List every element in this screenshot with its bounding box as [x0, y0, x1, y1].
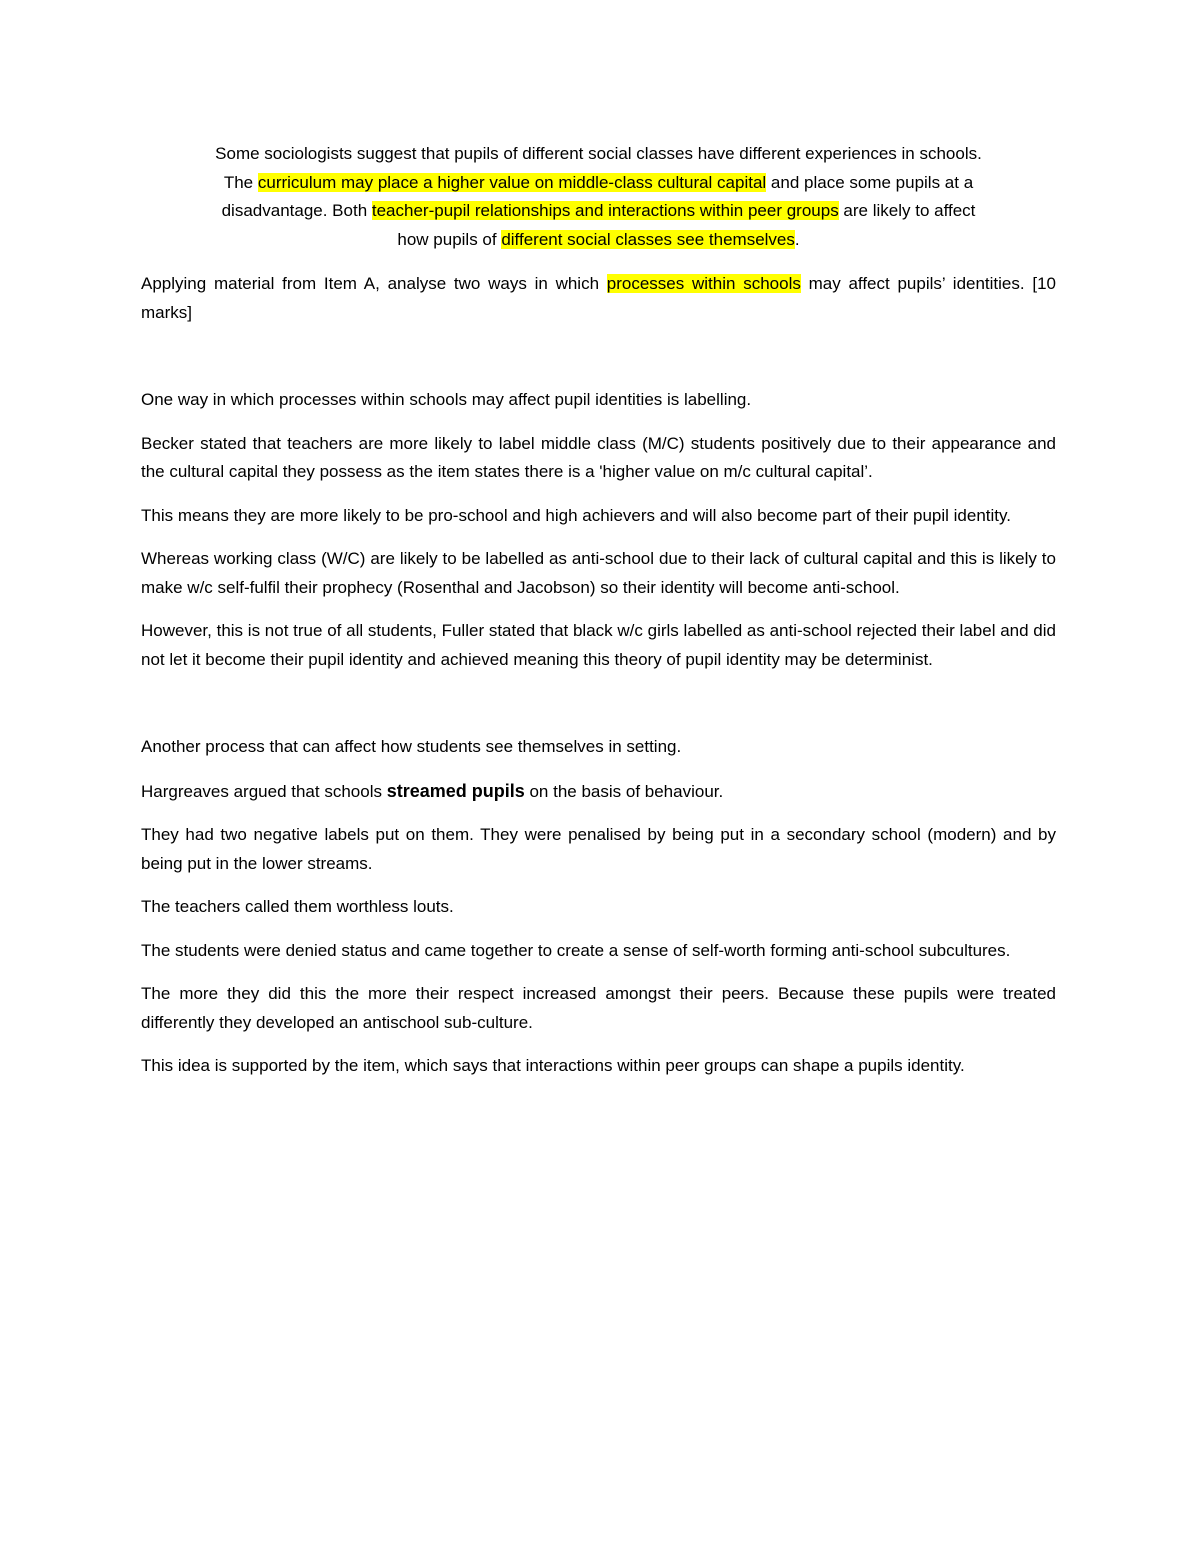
paragraph: Another process that can affect how students see themselves in setting.: [141, 737, 682, 756]
highlight-social-classes: different social classes see themselves: [501, 229, 795, 249]
highlight-relationships: teacher-pupil relationships and interactions within peer groups: [371, 201, 839, 220]
paragraph: Whereas working class (W/C) are likely to be labelled as anti-school due to their lack of cultural capital and this is likely to make w/c self-fulfil their prophecy (Rosenthal and Jacobson) so their identity will become anti-school.: [141, 549, 1056, 597]
highlight-curriculum: curriculum may place a higher value on middle-class cultural capital: [257, 172, 767, 192]
question-prompt: Applying material from Item A, analyse two ways in which processes within schools may affect pupils’ identities. [10 marks]: [141, 274, 1056, 322]
paragraph: Hargreaves argued that schools streamed pupils on the basis of behaviour.: [141, 780, 724, 801]
highlight-processes: processes within schools: [606, 274, 801, 293]
paragraph: This means they are more likely to be pro-school and high achievers and will also become part of their pupil identity.: [141, 505, 1011, 525]
item-a-line-2: The curriculum may place a higher value on middle-class cultural capital and place some pupils at a: [223, 172, 974, 192]
spacer: [141, 342, 1056, 386]
paragraph: However, this is not true of all students, Fuller stated that black w/c girls labelled as anti-school rejected their label and did not let it become their pupil identity and achieved meaning this theory of pupil identity may be determinist.: [141, 621, 1056, 669]
item-a-line-1: Some sociologists suggest that pupils of different social classes have different experiences in schools.: [215, 144, 982, 163]
paragraph: One way in which processes within schools may affect pupil identities is labelling.: [141, 390, 752, 409]
paragraph: The students were denied status and came together to create a sense of self-worth forming anti-school subcultures.: [141, 940, 1011, 960]
paragraph: They had two negative labels put on them. They were penalised by being put in a secondary school (modern) and by being put in the lower streams.: [141, 825, 1056, 873]
item-a-line-3: disadvantage. Both teacher-pupil relationships and interactions within peer groups are likely to affect: [221, 201, 976, 220]
spacer: [141, 689, 1056, 733]
item-a-passage: [141, 140, 1056, 254]
paragraph: This idea is supported by the item, which says that interactions within peer groups can shape a pupils identity.: [141, 1056, 965, 1075]
item-a-line-4: how pupils of different social classes see themselves.: [397, 229, 800, 249]
paragraph: The teachers called them worthless louts.: [141, 897, 454, 916]
paragraph: The more they did this the more their respect increased amongst their peers. Because these pupils were treated differently they developed an antischool sub-culture.: [141, 984, 1056, 1032]
document-page: [141, 140, 1056, 1096]
paragraph: Becker stated that teachers are more likely to label middle class (M/C) students positively due to their appearance and the cultural capital they possess as the item states there is a 'higher value on m/c cultural capital’.: [141, 433, 1056, 481]
bold-term-streamed-pupils: streamed pupils: [386, 780, 525, 801]
